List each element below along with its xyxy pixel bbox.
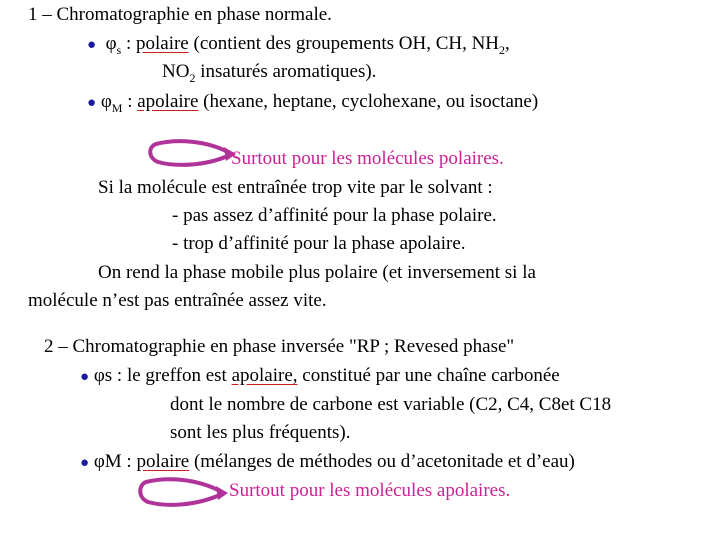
bullet-icon: ●	[87, 37, 97, 53]
phi-symbol: φ	[100, 91, 112, 112]
bullet-icon: ●	[80, 369, 90, 385]
section1-highlight: Surtout pour les molécules polaires.	[231, 148, 504, 169]
stationary-phase-label: apolaire,	[231, 365, 298, 386]
section2-mobile-bullet: ● φM : polaire (mélanges de méthodes ou d’acetonitade et d’eau)	[80, 451, 575, 472]
phi-symbol: φ	[105, 33, 117, 54]
section2-stationary-line3: sont les plus fréquents).	[170, 422, 351, 443]
section1-stationary-line2: $NO_2$ insaturés aromatiques).	[162, 61, 377, 85]
section2-stationary-line2: dont le nombre de carbone est variable (C2, C4, C8et C18	[170, 394, 612, 415]
curved-arrow-icon	[146, 134, 236, 174]
section1-point2: - trop d’affinité pour la phase apolaire.	[172, 233, 466, 254]
section2-stationary-bullet: ● φs : le greffon est apolaire, constitué par une chaîne carbonée	[80, 365, 560, 386]
curved-arrow-icon	[136, 472, 228, 514]
section1-conclusion-line1: On rend la phase mobile plus polaire (et inversement si la	[98, 262, 536, 283]
mobile-phase-label: polaire	[136, 451, 190, 472]
section1-conclusion-line2: molécule n’est pas entraînée assez vite.	[28, 290, 327, 311]
section1-point1: - pas assez d’affinité pour la phase polaire.	[172, 205, 497, 226]
bullet-icon: ●	[80, 455, 90, 471]
section1-paragraph: Si la molécule est entraînée trop vite par le solvant :	[98, 177, 493, 198]
bullet-icon: ●	[87, 95, 97, 111]
section1-stationary-bullet: ● $\varphi_s$ : polaire (contient des groupements OH, CH, $NH_2$,	[87, 33, 510, 57]
section2-highlight: Surtout pour les molécules apolaires.	[229, 480, 511, 501]
mobile-phase-label: apolaire	[137, 91, 199, 112]
section1-mobile-bullet: ● $\varphi_M$ : apolaire (hexane, heptane, cyclohexane, ou isoctane)	[87, 91, 539, 115]
stationary-phase-label: polaire	[135, 33, 189, 54]
section1-title: 1 – Chromatographie en phase normale.	[28, 4, 332, 25]
section2-title: 2 – Chromatographie en phase inversée "RP ; Revesed phase"	[44, 336, 515, 357]
